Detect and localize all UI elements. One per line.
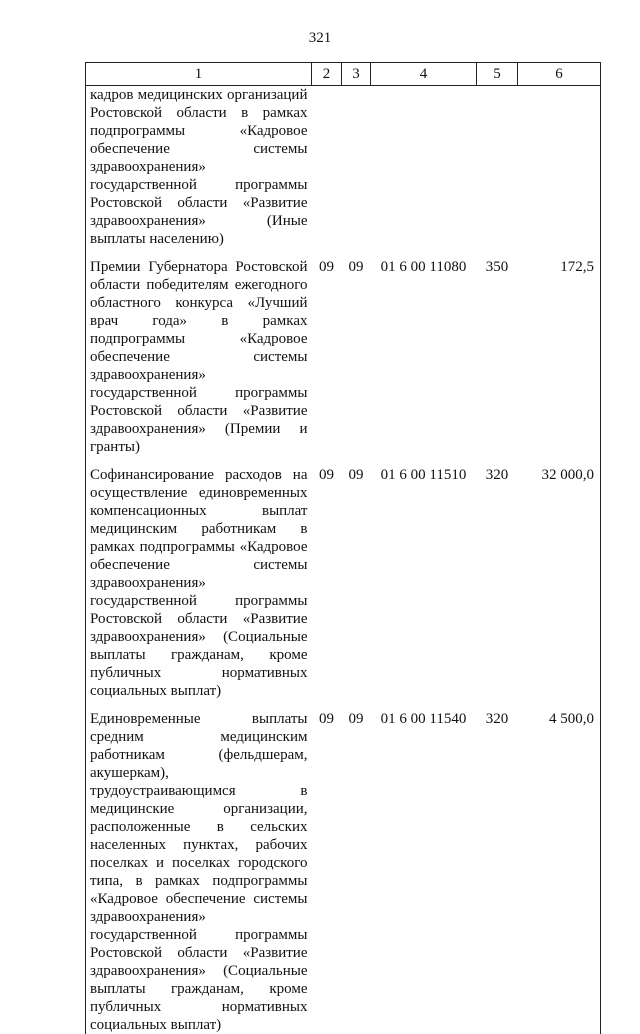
column-header: 2	[312, 63, 342, 86]
budget-table	[85, 62, 601, 1034]
row-subsection: 09	[348, 259, 364, 275]
row-section: 09	[319, 711, 334, 727]
row-description: кадров медицинских организаций Ростовской области в рамках подпрограммы «Кадровое обеспечение системы здравоохранения» государственной программы Ростовской области «Развитие здравоохранения» (Иные выплаты населению)	[86, 86, 312, 249]
table-row	[86, 258, 601, 456]
row-description: Премии Губернатора Ростовской области победителям ежегодного областного конкурса «Лучший врач года» в рамках подпрограммы «Кадровое обеспечение системы здравоохранения» государственной программы Ростовской области «Развитие здравоохранения» (Премии и гранты)	[86, 258, 312, 456]
row-expense-type: 320	[485, 467, 509, 483]
row-target-code: 01 6 00 11510	[380, 467, 467, 483]
row-amount: 32 000,0	[518, 466, 601, 700]
row-amount: 4 500,0	[518, 710, 601, 1034]
row-description: Единовременные выплаты средним медицинским работникам (фельдшерам, акушеркам), трудоустраивающимся в медицинские организации, расположенные в сельских населенных пунктах, рабочих поселках и поселках городского типа, в рамках подпрограммы «Кадровое обеспечение системы здравоохранения» государственной программы Ростовской области «Развитие здравоохранения» (Социальные выплаты гражданам, кроме публичных нормативных социальных выплат)	[86, 710, 312, 1034]
page-number: 321	[308, 30, 332, 46]
row-subsection	[342, 86, 371, 249]
table-row	[86, 86, 601, 249]
row-subsection: 09	[348, 467, 364, 483]
row-expense-type: 320	[485, 711, 509, 727]
row-description: Софинансирование расходов на осуществление единовременных компенсационных выплат медицинским работникам в рамках подпрограммы «Кадровое обеспечение системы здравоохранения» государственной программы Ростовской области «Развитие здравоохранения» (Социальные выплаты гражданам, кроме публичных нормативных социальных выплат)	[86, 466, 312, 700]
table-row	[86, 710, 601, 1034]
table-header-row	[86, 63, 601, 86]
table-row	[86, 466, 601, 700]
row-expense-type: 350	[485, 259, 509, 275]
row-section: 09	[319, 467, 334, 483]
row-section: 09	[319, 259, 334, 275]
row-section	[312, 86, 342, 249]
column-header: 3	[342, 63, 371, 86]
column-header: 5	[477, 63, 518, 86]
row-target-code: 01 6 00 11540	[380, 711, 467, 727]
row-target-code	[371, 86, 477, 249]
column-header: 4	[371, 63, 477, 86]
row-target-code: 01 6 00 11080	[380, 259, 467, 275]
row-subsection: 09	[348, 711, 364, 727]
column-header: 1	[86, 63, 312, 86]
row-amount: 172,5	[518, 258, 601, 456]
row-expense-type	[477, 86, 518, 249]
row-amount	[518, 86, 601, 249]
column-header: 6	[518, 63, 601, 86]
